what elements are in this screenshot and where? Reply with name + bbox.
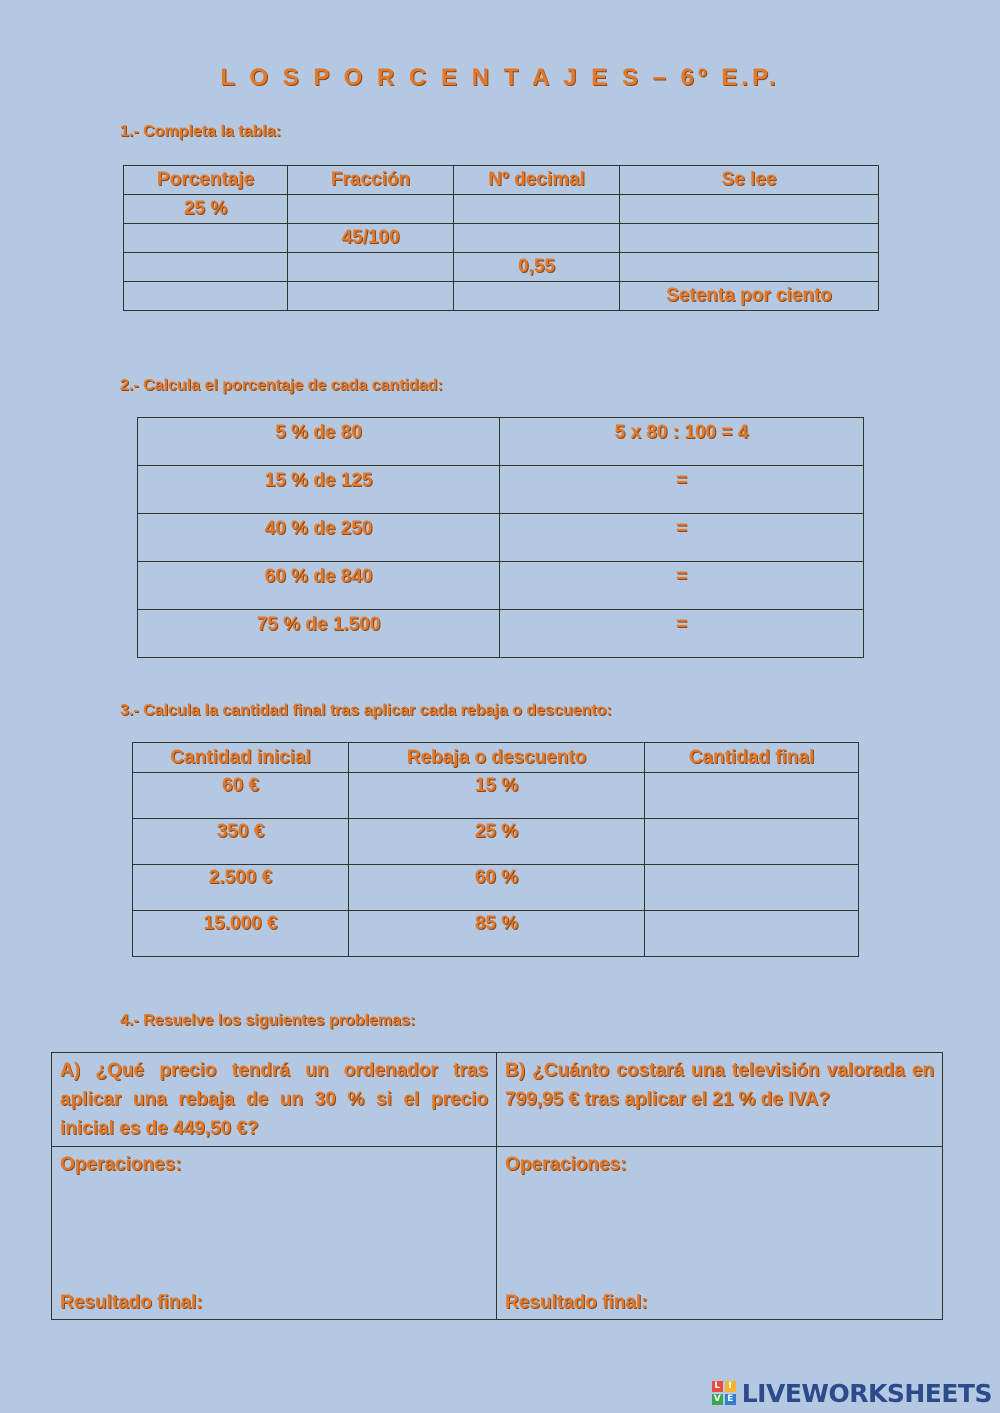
- answer-cell[interactable]: [620, 224, 879, 253]
- table-row: [133, 911, 859, 957]
- table-cell: 25 %: [349, 819, 645, 865]
- answer-cell[interactable]: [288, 253, 454, 282]
- table-cell: 85 %: [349, 911, 645, 957]
- col-header-cantidad-final: Cantidad final: [645, 743, 859, 773]
- expression-cell: 5 % de 80: [138, 418, 500, 466]
- table-cell: 15.000 €: [133, 911, 349, 957]
- problem-b-text: B) ¿Cuánto costará una televisión valorada en 799,95 € tras aplicar el 21 % de IVA?: [497, 1053, 943, 1147]
- answer-cell[interactable]: [645, 819, 859, 865]
- operations-label: Operaciones:: [505, 1154, 627, 1175]
- section4-heading: 4.- Resuelve los siguientes problemas:: [120, 1012, 416, 1029]
- table-cell: 60 %: [349, 865, 645, 911]
- col-header-se-lee: Se lee: [620, 166, 879, 195]
- answer-cell[interactable]: =: [500, 562, 864, 610]
- page-title: L O S P O R C E N T A J E S – 6º E.P.: [220, 64, 780, 91]
- table-row: [138, 610, 864, 658]
- col-header-porcentaje: Porcentaje: [124, 166, 288, 195]
- answer-cell[interactable]: [124, 282, 288, 311]
- problem-b-answer-area[interactable]: [497, 1147, 943, 1320]
- col-header-fraccion: Fracción: [288, 166, 454, 195]
- answer-cell[interactable]: [454, 195, 620, 224]
- col-header-rebaja: Rebaja o descuento: [349, 743, 645, 773]
- percentage-table: [137, 417, 864, 658]
- discount-table: [132, 742, 859, 957]
- logo-letter: V: [712, 1394, 723, 1405]
- answer-cell[interactable]: [124, 224, 288, 253]
- logo-letter: L: [712, 1381, 723, 1392]
- table-row: [124, 224, 879, 253]
- liveworksheets-logo: [712, 1376, 992, 1410]
- expression-cell: 75 % de 1.500: [138, 610, 500, 658]
- table-cell: Setenta por ciento: [620, 282, 879, 311]
- col-header-cantidad-inicial: Cantidad inicial: [133, 743, 349, 773]
- answer-cell[interactable]: [288, 195, 454, 224]
- table-row: [138, 466, 864, 514]
- result-label: Resultado final:: [60, 1292, 203, 1313]
- table-row: [133, 819, 859, 865]
- answer-cell[interactable]: =: [500, 466, 864, 514]
- col-header-decimal: Nº decimal: [454, 166, 620, 195]
- table-row: [124, 282, 879, 311]
- table-cell: 0,55: [454, 253, 620, 282]
- expression-cell: 40 % de 250: [138, 514, 500, 562]
- problems-table: [51, 1052, 943, 1320]
- table-row: [138, 514, 864, 562]
- result-label: Resultado final:: [505, 1292, 648, 1313]
- table-cell: 60 €: [133, 773, 349, 819]
- table-cell: 350 €: [133, 819, 349, 865]
- problem-a-text: A) ¿Qué precio tendrá un ordenador tras aplicar una rebaja de un 30 % si el precio inicial es de 449,50 €?: [52, 1053, 497, 1147]
- answer-cell[interactable]: [645, 865, 859, 911]
- answer-cell[interactable]: [454, 224, 620, 253]
- table-cell: 15 %: [349, 773, 645, 819]
- table-row: [138, 418, 864, 466]
- answer-cell[interactable]: [645, 911, 859, 957]
- section2-heading: 2.- Calcula el porcentaje de cada cantidad:: [120, 377, 443, 394]
- answer-cell: 5 x 80 : 100 = 4: [500, 418, 864, 466]
- logo-text: LIVEWORKSHEETS: [741, 1378, 992, 1408]
- fill-table-1: [123, 165, 879, 311]
- table-row: [133, 773, 859, 819]
- answer-cell[interactable]: [288, 282, 454, 311]
- table-cell: 45/100: [288, 224, 454, 253]
- table-row: [133, 865, 859, 911]
- answer-cell[interactable]: [620, 253, 879, 282]
- problem-a-answer-area[interactable]: [52, 1147, 497, 1320]
- answer-cell[interactable]: [454, 282, 620, 311]
- logo-letter: E: [725, 1394, 736, 1405]
- table-row: [124, 195, 879, 224]
- expression-cell: 60 % de 840: [138, 562, 500, 610]
- logo-letter: I: [725, 1381, 736, 1392]
- answer-cell[interactable]: [620, 195, 879, 224]
- table-cell: 2.500 €: [133, 865, 349, 911]
- table-row: [124, 253, 879, 282]
- answer-cell[interactable]: [124, 253, 288, 282]
- answer-cell[interactable]: [645, 773, 859, 819]
- section1-heading: 1.- Completa la tabla:: [120, 123, 281, 140]
- table-cell: 25 %: [124, 195, 288, 224]
- operations-label: Operaciones:: [60, 1154, 182, 1175]
- table-row: [138, 562, 864, 610]
- section3-heading: 3.- Calcula la cantidad final tras aplicar cada rebaja o descuento:: [120, 702, 612, 719]
- expression-cell: 15 % de 125: [138, 466, 500, 514]
- answer-cell[interactable]: =: [500, 610, 864, 658]
- answer-cell[interactable]: =: [500, 514, 864, 562]
- liveworksheets-logo-icon: [712, 1381, 736, 1405]
